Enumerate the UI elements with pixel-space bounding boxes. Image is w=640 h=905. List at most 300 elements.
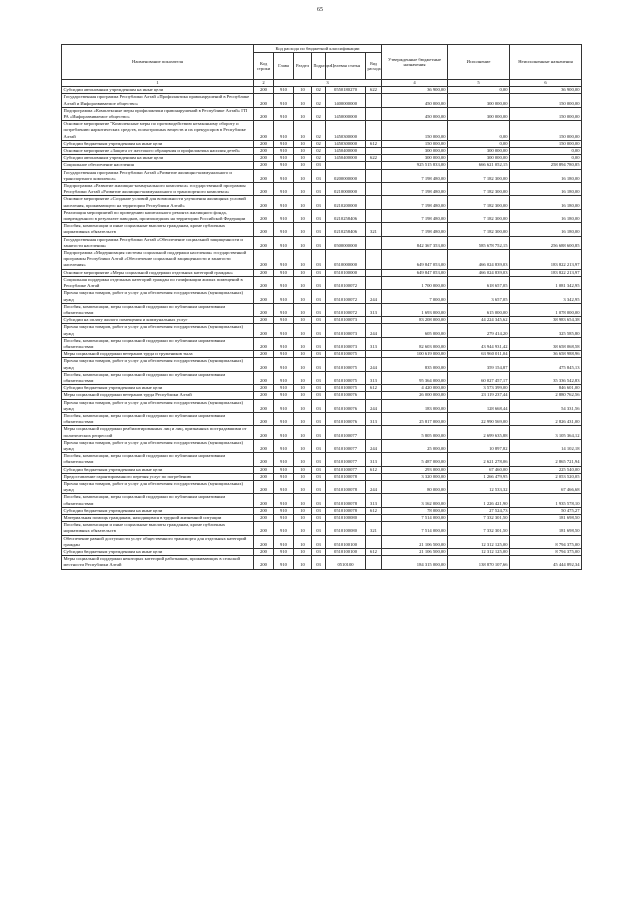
row-approved: 26 000 000,00 [382,392,448,399]
row-target-article: 0210000000 [326,183,366,196]
row-code: 200 [254,515,274,522]
row-target-article: 1400000000 [326,94,366,107]
row-code: 200 [254,303,274,316]
row-razdel: 10 [294,162,312,169]
row-approved: 649 847 053,00 [382,250,448,270]
row-unexecuted: 45 444 892,34 [510,556,582,569]
row-expense-type [366,183,382,196]
row-glava: 910 [274,453,294,466]
row-razdel: 10 [294,169,312,182]
row-code: 200 [254,358,274,371]
budget-execution-table [61,44,582,570]
row-razdel: 10 [294,392,312,399]
row-name: Пособия, компенсации и иные социальные выплаты гражданам, кроме публичных нормативных обязательств [62,223,254,236]
row-podrazdel: 03 [312,507,326,514]
row-name: Субсидии автономным учреждениям на иные цели [62,155,254,162]
row-podrazdel: 03 [312,392,326,399]
row-target-article: 0200000000 [326,169,366,182]
row-target-article: 0510100077 [326,466,366,473]
row-target-article: 0510100100 [326,549,366,556]
row-code: 200 [254,337,274,350]
row-target-article: 1450000000 [326,107,366,120]
row-name: Субсидии бюджетным учреждениям на иные цели [62,466,254,473]
row-unexecuted: 38 658 068,58 [510,337,582,350]
row-executed: 128 668,44 [448,399,510,412]
row-executed: 300 000,00 [448,155,510,162]
row-code: 200 [254,556,274,569]
row-approved: 5 805 000,00 [382,426,448,439]
row-glava: 910 [274,426,294,439]
row-razdel: 10 [294,87,312,94]
row-podrazdel: 03 [312,522,326,535]
row-podrazdel: 03 [312,549,326,556]
row-target-article: 0510100076 [326,412,366,425]
row-executed: 7 332 301,50 [448,515,510,522]
row-expense-type [366,107,382,120]
row-name: Субсидии бюджетным учреждениям на иные цели [62,507,254,514]
row-code: 200 [254,162,274,169]
row-code: 200 [254,269,274,276]
row-approved: 78 000,00 [382,507,448,514]
row-razdel: 10 [294,155,312,162]
row-expense-type: 313 [366,371,382,384]
row-unexecuted: 0,00 [510,148,582,155]
row-expense-type: 321 [366,223,382,236]
row-glava: 910 [274,466,294,473]
row-executed: 63 960 011,04 [448,351,510,358]
row-expense-type [366,426,382,439]
table-row [62,385,582,392]
row-glava: 910 [274,549,294,556]
row-glava: 910 [274,223,294,236]
row-expense-type [366,535,382,548]
row-code: 200 [254,473,274,480]
row-target-article: 0510100080 [326,522,366,535]
row-glava: 910 [274,183,294,196]
row-name: Пособия, компенсации, меры социальной поддержки по публичным нормативным обязательствам [62,337,254,350]
row-unexecuted: 183 822 213,97 [510,250,582,270]
row-podrazdel: 03 [312,290,326,303]
row-name: Пособия, компенсации, меры социальной поддержки по публичным нормативным обязательствам [62,453,254,466]
table-body [62,87,582,569]
row-glava: 910 [274,87,294,94]
row-unexecuted: 8 794 375,00 [510,535,582,548]
row-unexecuted: 325 585,80 [510,324,582,337]
row-expense-type [366,276,382,289]
table-row [62,223,582,236]
index-cell: 3 [274,80,382,87]
row-expense-type: 612 [366,466,382,473]
row-approved: 7 198 480,00 [382,209,448,222]
row-podrazdel: 03 [312,236,326,249]
row-podrazdel: 03 [312,480,326,493]
row-expense-type: 244 [366,324,382,337]
row-target-article: 0510100076 [326,399,366,412]
index-cell: 2 [254,80,274,87]
row-razdel: 10 [294,473,312,480]
row-unexecuted: 1 935 578,10 [510,494,582,507]
row-name: Предоставление гарантированного перечня услуг по погребению [62,473,254,480]
row-unexecuted: 36 658 988,96 [510,351,582,358]
table-row [62,303,582,316]
row-unexecuted: 2 880 762,56 [510,392,582,399]
row-approved: 82 603 000,00 [382,337,448,350]
row-executed: 7 182 300,00 [448,183,510,196]
row-executed: 0,00 [448,121,510,141]
row-target-article: 0510100080 [326,515,366,522]
row-code: 200 [254,140,274,147]
table-row [62,276,582,289]
header-target-article: Целевая статья [326,53,366,80]
row-name: Основное мероприятие «Создание условий для возможности улучшения жилищных условий населения, проживающего на территории Республики Алтай» [62,196,254,209]
row-target-article: 0510100078 [326,507,366,514]
row-code: 200 [254,494,274,507]
row-executed: 7 182 300,00 [448,223,510,236]
header-expense-type: Вид расхода [366,53,382,80]
row-approved: 95 364 000,00 [382,371,448,384]
row-executed: 279 414,20 [448,324,510,337]
row-code: 200 [254,385,274,392]
row-code: 200 [254,466,274,473]
row-unexecuted: 150 000,00 [510,107,582,120]
row-unexecuted: 150 000,00 [510,94,582,107]
row-unexecuted: 8 794 375,00 [510,549,582,556]
row-razdel: 10 [294,426,312,439]
row-glava: 910 [274,148,294,155]
row-approved: 7 198 480,00 [382,196,448,209]
row-podrazdel: 03 [312,183,326,196]
row-name: Прочая закупка товаров, работ и услуг для обеспечения государственных (муниципальных) нужд [62,324,254,337]
row-unexecuted: 54 331,56 [510,399,582,412]
table-row [62,324,582,337]
row-glava: 910 [274,515,294,522]
header-razdel: Раздел [294,53,312,80]
row-code: 200 [254,426,274,439]
row-name: Меры социальной поддержки ветеранов труда Республики Алтай [62,392,254,399]
row-approved: 183 000,00 [382,399,448,412]
row-target-article: 0510100078 [326,494,366,507]
row-name: Прочая закупка товаров, работ и услуг для обеспечения государственных (муниципальных) нужд [62,290,254,303]
table-row [62,148,582,155]
row-unexecuted: 16 180,00 [510,196,582,209]
row-approved: 150 000,00 [382,140,448,147]
row-target-article: 1450300000 [326,140,366,147]
row-executed: 1 266 479,95 [448,473,510,480]
row-name: Прочая закупка товаров, работ и услуг для обеспечения государственных (муниципальных) нужд [62,399,254,412]
table-row [62,317,582,324]
row-name: Подпрограмма «Модернизация системы социальной поддержки населения» государственной программы Республики Алтай «Обеспечение социальной защищенности и занятости населения» [62,250,254,270]
row-target-article: 0210258406 [326,209,366,222]
row-razdel: 10 [294,223,312,236]
row-executed: 300 000,00 [448,107,510,120]
row-executed: 44 224 345,62 [448,317,510,324]
row-target-article: 0510100077 [326,439,366,452]
row-glava: 910 [274,140,294,147]
row-name: Основное мероприятие "Комплексные меры по противодействию незаконному обороту и потреблению наркотических средств, психотропных веществ и их прекурсоров в Республике Алтай [62,121,254,141]
row-glava: 910 [274,522,294,535]
row-razdel: 10 [294,250,312,270]
row-code: 200 [254,522,274,535]
row-razdel: 10 [294,480,312,493]
row-name: Субсидии бюджетным учреждениям на иные цели [62,549,254,556]
row-executed: 23 119 237,44 [448,392,510,399]
row-code: 200 [254,549,274,556]
row-approved: 100 619 000,00 [382,351,448,358]
row-podrazdel: 03 [312,535,326,548]
table-row [62,507,582,514]
row-code: 200 [254,290,274,303]
row-razdel: 10 [294,358,312,371]
row-target-article: 0510100075 [326,371,366,384]
row-name: Пособия, компенсации, меры социальной поддержки по публичным нормативным обязательствам [62,303,254,316]
row-executed: 7 182 300,00 [448,196,510,209]
row-approved: 842 367 353,00 [382,236,448,249]
row-expense-type: 313 [366,412,382,425]
table-row [62,87,582,94]
row-podrazdel: 02 [312,87,326,94]
table-row [62,236,582,249]
row-podrazdel: 03 [312,426,326,439]
row-code: 200 [254,183,274,196]
row-approved: 7 198 480,00 [382,223,448,236]
row-razdel: 10 [294,183,312,196]
row-target-article: 0510100075 [326,358,366,371]
row-name: Социальное обеспечение населения [62,162,254,169]
row-approved: 7 000,00 [382,290,448,303]
table-row [62,183,582,196]
row-name: Подпрограмма «Комплексные меры профилактики правонарушений в Республике Алтай» ГП РА «Инфоразвиваемое общество» [62,107,254,120]
row-code: 200 [254,236,274,249]
row-name: Материальная помощь гражданам, находящимся в трудной жизненной ситуации [62,515,254,522]
row-podrazdel: 03 [312,169,326,182]
index-cell: 5 [448,80,510,87]
row-executed: 7 182 300,00 [448,209,510,222]
table-row [62,439,582,452]
table-row [62,337,582,350]
row-target-article: 0510100077 [326,426,366,439]
row-glava: 910 [274,169,294,182]
row-unexecuted: 181 698,50 [510,515,582,522]
row-podrazdel: 02 [312,155,326,162]
row-razdel: 10 [294,303,312,316]
row-glava: 910 [274,337,294,350]
row-code: 200 [254,453,274,466]
row-approved: 3 162 000,00 [382,494,448,507]
row-podrazdel: 03 [312,317,326,324]
row-glava: 910 [274,121,294,141]
row-expense-type: 244 [366,399,382,412]
row-expense-type: 612 [366,507,382,514]
row-name: Пособия, компенсации, меры социальной поддержки по публичным нормативным обязательствам [62,371,254,384]
row-target-article: 0510100078 [326,473,366,480]
row-code: 200 [254,155,274,162]
table-row [62,535,582,548]
row-podrazdel: 02 [312,94,326,107]
row-target-article: 0510100078 [326,480,366,493]
row-unexecuted: 16 180,00 [510,223,582,236]
row-glava: 910 [274,162,294,169]
row-unexecuted: 181 698,50 [510,522,582,535]
row-target-article: 0510100 [326,556,366,569]
row-target-article: 1450300000 [326,121,366,141]
row-target-article: 0550180270 [326,87,366,94]
row-executed: 300 000,00 [448,148,510,155]
row-executed: 27 524,73 [448,507,510,514]
row-glava: 910 [274,358,294,371]
row-glava: 910 [274,209,294,222]
row-executed: 10 897,82 [448,439,510,452]
row-approved: 80 000,00 [382,480,448,493]
row-glava: 910 [274,324,294,337]
row-code: 200 [254,399,274,412]
row-executed: 138 870 107,66 [448,556,510,569]
row-unexecuted: 183 822 213,97 [510,269,582,276]
row-unexecuted: 67 466,68 [510,480,582,493]
row-podrazdel: 03 [312,209,326,222]
row-unexecuted: 16 180,00 [510,169,582,182]
row-target-article: 0510100073 [326,337,366,350]
row-podrazdel: 03 [312,439,326,452]
row-unexecuted: 150 000,00 [510,121,582,141]
row-expense-type: 244 [366,290,382,303]
row-executed: 12 312 125,00 [448,549,510,556]
row-expense-type [366,351,382,358]
row-approved: 300 000,00 [382,155,448,162]
row-target-article: 0510100072 [326,276,366,289]
row-razdel: 10 [294,535,312,548]
header-code-line: Код строки [254,53,274,80]
row-expense-type: 244 [366,480,382,493]
row-podrazdel: 03 [312,466,326,473]
table-row [62,399,582,412]
row-name: Подпрограмма «Развитие жилищно-коммунального комплекса» государственной программы Республики Алтай «Развитие жилищно-коммунального и транспортного комплекса» [62,183,254,196]
row-approved: 7 198 480,00 [382,169,448,182]
row-approved: 450 000,00 [382,94,448,107]
row-executed: 300 000,00 [448,94,510,107]
row-executed: 466 024 839,03 [448,250,510,270]
row-unexecuted: 14 102,18 [510,439,582,452]
row-name: Государственная программа Республики Алтай «Профилактика правонарушений в Республике Алтай и Инфоразвиваемое общество» [62,94,254,107]
row-code: 200 [254,412,274,425]
row-razdel: 10 [294,522,312,535]
row-code: 200 [254,121,274,141]
row-expense-type: 612 [366,385,382,392]
row-razdel: 10 [294,148,312,155]
row-name: Меры социальной поддержки реабилитированных лиц и лиц, признанных пострадавшими от политических репрессий [62,426,254,439]
row-podrazdel: 03 [312,162,326,169]
index-cell: 4 [382,80,448,87]
row-expense-type: 622 [366,87,382,94]
row-glava: 910 [274,480,294,493]
table-row [62,169,582,182]
row-executed: 2 699 635,88 [448,426,510,439]
row-podrazdel: 03 [312,337,326,350]
row-expense-type [366,392,382,399]
row-code: 200 [254,351,274,358]
row-podrazdel: 02 [312,121,326,141]
row-glava: 910 [274,107,294,120]
row-code: 200 [254,317,274,324]
row-executed: 22 990 569,00 [448,412,510,425]
row-podrazdel: 03 [312,556,326,569]
row-expense-type: 313 [366,303,382,316]
row-expense-type [366,148,382,155]
header-unexecuted: Неисполненные назначения [510,45,582,80]
header-code-group: Код расхода по бюджетной классификации [254,45,382,53]
row-expense-type: 321 [366,522,382,535]
row-expense-type: 612 [366,549,382,556]
row-razdel: 10 [294,556,312,569]
table-row [62,453,582,466]
row-approved: 649 847 053,00 [382,269,448,276]
row-podrazdel: 03 [312,358,326,371]
row-name: Социальная поддержка отдельных категорий граждан по газификации жилых помещений в Республике Алтай [62,276,254,289]
table-row [62,426,582,439]
row-glava: 910 [274,507,294,514]
row-glava: 910 [274,439,294,452]
row-podrazdel: 03 [312,196,326,209]
table-row [62,162,582,169]
row-code: 200 [254,169,274,182]
row-executed: 615 000,00 [448,303,510,316]
row-name: Реализация мероприятий по проведению капитального ремонта жилищного фонда, поврежденного в результате паводков, произошедших на территории Российской Федерации [62,209,254,222]
table-row [62,480,582,493]
row-code: 200 [254,223,274,236]
row-target-article: 0510100000 [326,269,366,276]
row-podrazdel: 03 [312,473,326,480]
table-row [62,549,582,556]
row-unexecuted: 0,00 [510,155,582,162]
row-glava: 910 [274,276,294,289]
row-glava: 910 [274,412,294,425]
row-unexecuted: 1 078 000,00 [510,303,582,316]
row-approved: 450 000,00 [382,107,448,120]
row-executed: 466 024 839,03 [448,269,510,276]
row-razdel: 10 [294,236,312,249]
row-approved: 1 693 000,00 [382,303,448,316]
row-unexecuted: 2 826 431,00 [510,412,582,425]
row-glava: 910 [274,399,294,412]
row-expense-type [366,250,382,270]
row-approved: 4 420 000,00 [382,385,448,392]
row-approved: 293 000,00 [382,466,448,473]
row-unexecuted: 35 336 542,83 [510,371,582,384]
page-number: 65 [317,7,323,13]
row-podrazdel: 03 [312,276,326,289]
row-approved: 150 000,00 [382,121,448,141]
row-razdel: 10 [294,351,312,358]
row-name: Субсидии бюджетным учреждениям на иные цели [62,140,254,147]
row-glava: 910 [274,392,294,399]
row-executed: 3 657,05 [448,290,510,303]
row-code: 200 [254,392,274,399]
row-expense-type: 244 [366,439,382,452]
row-glava: 910 [274,535,294,548]
row-podrazdel: 03 [312,412,326,425]
table-row [62,515,582,522]
row-name: Субсидии автономным учреждениям на иные цели [62,87,254,94]
row-code: 200 [254,276,274,289]
row-target-article: 0510000000 [326,250,366,270]
row-unexecuted: 150 000,00 [510,140,582,147]
row-unexecuted: 3 342,95 [510,290,582,303]
row-razdel: 10 [294,317,312,324]
row-executed: 67 460,00 [448,466,510,473]
row-name: Прочая закупка товаров, работ и услуг для обеспечения государственных (муниципальных) нужд [62,480,254,493]
table-row [62,392,582,399]
row-code: 200 [254,507,274,514]
row-target-article: 1450400000 [326,155,366,162]
